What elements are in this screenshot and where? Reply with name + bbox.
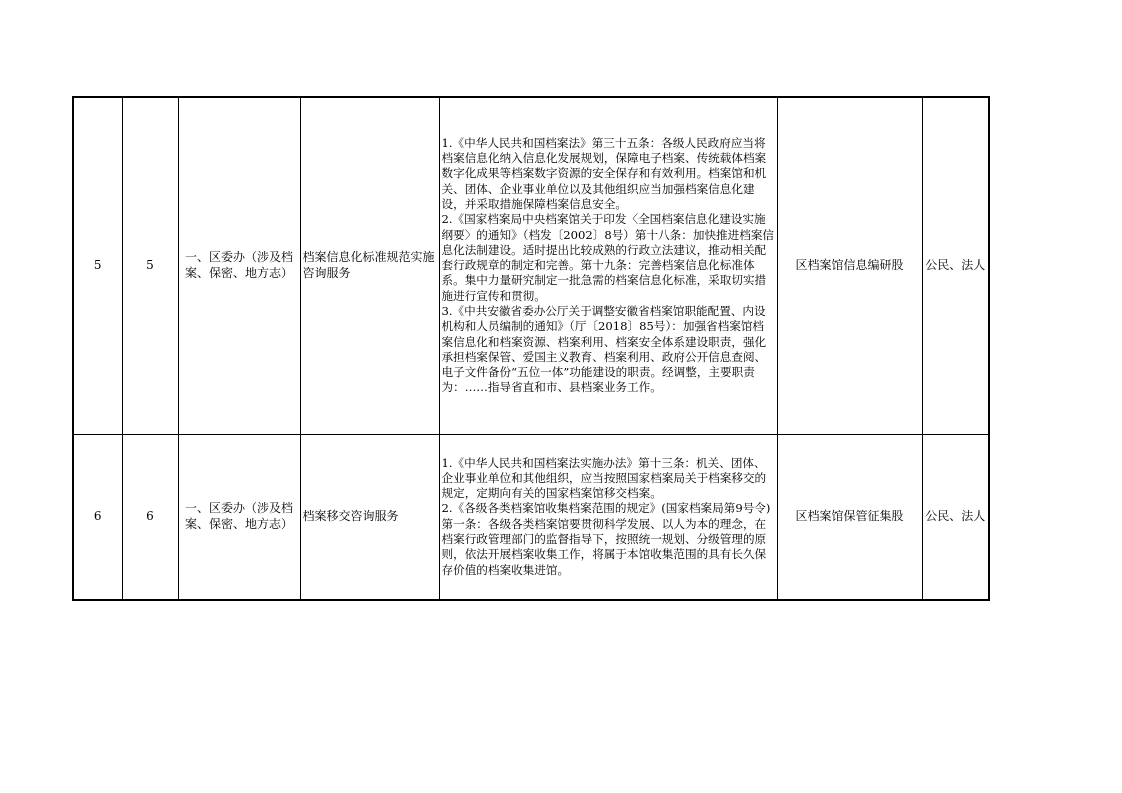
table-row [73,434,989,600]
service-list-table [72,96,990,601]
legal-basis-item: 3.《中共安徽省委办公厅关于调整安徽省档案馆职能配置、内设机构和人员编制的通知》（厅〔2018〕85号）：加强省档案馆档案信息化和档案资源、档案利用、档案安全体系建设职责，强化承担档案保管、爱国主义教育、档案利用、政府公开信息查阅、电子文件备份“五位一体”功能建设的职责。经调整，主要职责为：……指导省直和市、县档案业务工作。 [441,303,767,395]
legal-basis-item: 2.《各级各类档案馆收集档案范围的规定》(国家档案局第9号令)第一条：各级各类档案馆要贯彻科学发展、以人为本的理念，在档案行政管理部门的监督指导下，按照统一规划、分级管理的原则，依法开展档案收集工作，将属于本馆收集范围的具有长久保存价值的档案收集进馆。 [441,501,771,577]
responsible-unit-cell: 区档案馆保管征集股 [777,434,922,600]
legal-basis-item: 2.《国家档案局中央档案馆关于印发〈全国档案信息化建设实施纲要〉的通知》（档发〔2002〕8号）第十八条：加快推进档案信息化法制建设。适时提出比较成熟的行政立法建议，推动相关配套行政规章的制定和完善。第十九条：完善档案信息化标准体系。集中力量研究制定一批急需的档案信息化标准，采取切实措施进行宣传和贯彻。 [441,212,775,303]
legal-basis-cell [439,97,777,434]
service-target-cell: 公民、法人 [922,434,989,600]
service-name-cell: 档案信息化标准规范实施咨询服务 [300,97,439,434]
item-number-cell: 6 [122,434,178,600]
seq-cell: 6 [73,434,122,600]
department-cell: 一、区委办（涉及档案、保密、地方志） [178,97,300,434]
service-target-cell: 公民、法人 [922,97,989,434]
legal-basis-item: 1.《中华人民共和国档案法实施办法》第十三条：机关、团体、企业事业单位和其他组织，应当按照国家档案局关于档案移交的规定，定期向有关的国家档案馆移交档案。 [441,455,767,501]
legal-basis-cell [439,434,777,600]
service-name-cell: 档案移交咨询服务 [300,434,439,600]
department-cell: 一、区委办（涉及档案、保密、地方志） [178,434,300,600]
item-number-cell: 5 [122,97,178,434]
responsible-unit-cell: 区档案馆信息编研股 [777,97,922,434]
seq-cell: 5 [73,97,122,434]
table-row [73,97,989,434]
legal-basis-item: 1.《中华人民共和国档案法》第三十五条：各级人民政府应当将档案信息化纳入信息化发展规划，保障电子档案、传统载体档案数字化成果等档案数字资源的安全保存和有效利用。档案馆和机关、团体、企业事业单位以及其他组织应当加强档案信息化建设，并采取措施保障档案信息安全。 [441,135,767,211]
